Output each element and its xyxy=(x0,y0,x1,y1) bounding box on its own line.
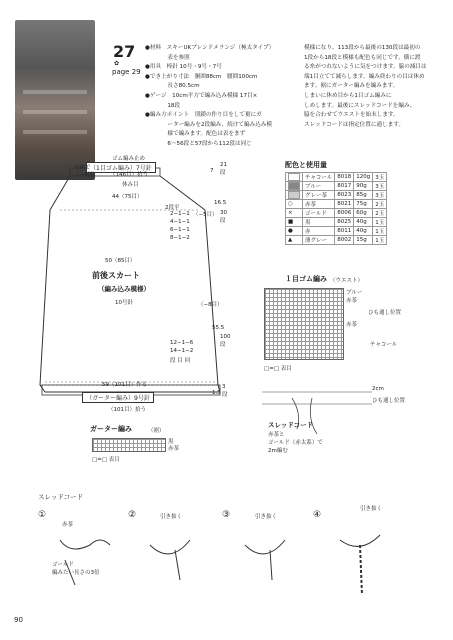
rib-c2b: 赤茶 xyxy=(346,322,358,328)
pattern-number: 27 xyxy=(113,42,136,61)
color-swatch xyxy=(288,173,300,181)
cord-title: スレッドコード xyxy=(268,421,314,429)
step-3-number: ③ xyxy=(222,510,231,520)
color-balls: 1玉 xyxy=(373,227,387,236)
color-balls: 3玉 xyxy=(373,182,387,191)
rib-cord-pos: ひも通し位置 xyxy=(368,310,402,316)
color-code: 8006 xyxy=(335,209,354,218)
h30-label: 30段 xyxy=(220,210,227,224)
rib-c3: チャコール xyxy=(370,342,398,348)
step1-red-brown: 赤茶 xyxy=(62,522,74,528)
instructions-line: 1段から18段と模様も配色も同じです。横に渡 xyxy=(304,54,421,61)
instructions-line: る糸がつれないように気をつけます。脇の減目は xyxy=(304,64,427,71)
dec-row3: 4−1−1 xyxy=(170,219,190,225)
color-weight: 85g xyxy=(354,191,373,200)
color-balls: 2玉 xyxy=(373,209,387,218)
materials-line: ●用具 棒針 10号・9号・7号 xyxy=(145,64,222,71)
dec4-label: （−4目） xyxy=(74,172,99,178)
garter-chart-grid xyxy=(92,438,166,452)
color-balls: 2玉 xyxy=(373,200,387,209)
color-weight: 40g xyxy=(354,218,373,227)
step-2-number: ② xyxy=(128,510,137,520)
color-table xyxy=(285,172,387,245)
thread-cord-steps xyxy=(40,515,440,600)
h21-label: 21段 xyxy=(220,162,227,176)
inc-row3: 段 目 回 xyxy=(170,358,190,364)
step3-pull: 引き抜く xyxy=(255,514,278,520)
color-swatch xyxy=(288,191,300,199)
h15-label: 1.5 xyxy=(212,390,221,396)
color-symbol xyxy=(286,191,303,200)
instructions-line: しまいに休め目から1目ゴム編みに xyxy=(304,92,392,99)
step-4-number: ④ xyxy=(313,510,322,520)
width50-label: 50（85目） xyxy=(105,258,136,264)
dec-row1: 2段平 xyxy=(165,205,180,211)
materials-line: ●編み方ポイント 別鎖の作り目をして裾にガ xyxy=(145,112,262,119)
cord-pos-label: ひも通し位置 xyxy=(372,398,406,404)
cord-spec1: 赤茶と xyxy=(268,432,285,438)
color-balls: 3玉 xyxy=(373,173,387,182)
garter-legend: □=□ 表目 xyxy=(92,457,120,463)
cord-spec2: ゴールド（赤太系）で xyxy=(268,440,323,446)
color-code: 8021 xyxy=(335,200,354,209)
color-code: 8018 xyxy=(335,173,354,182)
color-balls: 3玉 xyxy=(373,191,387,200)
color-code: 8011 xyxy=(335,227,354,236)
skirt-subtitle: （編み込み模様） xyxy=(98,285,150,293)
instructions-line: 模様になり、113段から最後の130段は最初の xyxy=(304,45,421,51)
step1-length: 編みたい長さの3倍 xyxy=(52,570,100,576)
color-name: ブルー xyxy=(303,182,335,191)
color-code: 8023 xyxy=(335,191,354,200)
waist-rib-label: （1目ゴム編み）7号針 xyxy=(86,162,156,173)
color-name: 黒 xyxy=(303,218,335,227)
color-symbol: ● xyxy=(286,227,303,236)
needle-label: 10号針 xyxy=(115,300,133,306)
h3-label: 3段 xyxy=(222,384,228,398)
h165-label: 16.5 xyxy=(214,200,227,206)
color-balls: 1玉 xyxy=(373,236,387,245)
rib-chart-grid xyxy=(264,288,344,360)
color-code: 8017 xyxy=(335,182,354,191)
rib-legend: □=□ 表目 xyxy=(264,366,292,372)
rib-chart-note: （ウエスト） xyxy=(330,278,364,284)
rib-c1: ブルー xyxy=(346,290,363,296)
color-code: 8025 xyxy=(335,218,354,227)
inc-row1: 12−1−6 xyxy=(170,340,194,346)
color-name: 赤 xyxy=(303,227,335,236)
color-name: チャコール xyxy=(303,173,335,182)
garter-chart-note: （裾） xyxy=(148,428,165,434)
garter-c1: 黒 xyxy=(168,439,174,445)
color-balls: 1玉 xyxy=(373,218,387,227)
thread-cord-title: スレッドコード xyxy=(38,493,84,501)
garter-c2: 赤茶 xyxy=(168,446,180,452)
instructions-line: 端1目立てて減らします。編み終わりの目は休め xyxy=(304,73,425,80)
color-name: 薄グレー xyxy=(303,236,335,245)
materials-line: ーター編みを2段編み、続けて編み込み模 xyxy=(145,121,272,128)
color-name: 赤茶 xyxy=(303,200,335,209)
materials-line: 表を参照 xyxy=(145,54,190,61)
color-symbol xyxy=(286,182,303,191)
materials-line: 18段 xyxy=(145,102,181,109)
instructions-line: 脇を合わせてウエストを始末します。 xyxy=(304,112,399,119)
step-1-number: ① xyxy=(38,510,47,520)
h555-label: 55.5 xyxy=(212,325,225,331)
materials-line: ●ゲージ 10cm平方で編み込み模様 17目× xyxy=(145,92,258,99)
dec-row4: 6−1−1 xyxy=(170,227,190,233)
color-row xyxy=(286,182,387,191)
materials-line: 6〜56段と57段から112段は同じ xyxy=(145,140,252,147)
decor-icon: ✿ xyxy=(114,60,120,67)
color-row xyxy=(286,236,387,245)
dec8-label: （−8目） xyxy=(198,302,223,308)
materials-line: ●材料 スキーUKブレンドメランジ（極太タイプ） xyxy=(145,45,275,51)
materials-line: ●でき上がり寸法 胴囲88cm 腰囲100cm xyxy=(145,73,258,80)
step1-gold: ゴールド xyxy=(52,562,74,568)
cord-spec3: 2m編む xyxy=(268,448,288,454)
color-row xyxy=(286,227,387,236)
instructions-line: しめします。最後にスレッドコードを編み、 xyxy=(304,102,416,109)
page-ref: page 29 xyxy=(112,68,141,76)
page-number: 90 xyxy=(14,616,23,624)
color-symbol: × xyxy=(286,209,303,218)
waist-full-label: 全体で xyxy=(74,165,91,171)
rib-chart-title: １目ゴム編み xyxy=(285,275,327,283)
inc-row2: 14−1−2 xyxy=(170,348,194,354)
color-swatch xyxy=(288,182,300,190)
rest-label: 休み目 xyxy=(122,182,139,188)
cord-h2cm: 2cm xyxy=(372,386,384,392)
materials-text xyxy=(145,44,293,150)
sts101-label: （101目）拾う xyxy=(108,407,146,413)
color-name: ゴールド xyxy=(303,209,335,218)
instructions-line: スレッドコードは指定位置に通します。 xyxy=(304,121,404,128)
color-symbol: ■ xyxy=(286,218,303,227)
materials-line: 様で編みます。配色は表をまず xyxy=(145,131,246,138)
garter-label: （ガーター編み）9号針 xyxy=(82,392,154,403)
color-row xyxy=(286,209,387,218)
color-weight: 75g xyxy=(354,200,373,209)
width44-label: 44（75目） xyxy=(112,194,143,200)
dec-row2: 2−1−1 xyxy=(170,211,190,217)
garter-chart-title: ガーター編み xyxy=(90,425,132,433)
color-symbol: ○ xyxy=(286,200,303,209)
color-weight: 15g xyxy=(354,236,373,245)
h7-label: 7 xyxy=(210,168,214,174)
step4-pull: 引き抜く xyxy=(360,506,383,512)
color-name: グレー茶 xyxy=(303,191,335,200)
step2-pull: 引き抜く xyxy=(160,514,183,520)
color-weight: 120g xyxy=(354,173,373,182)
color-weight: 60g xyxy=(354,209,373,218)
instructions-line: ます。裾にガーター編みを編みます。 xyxy=(304,83,399,90)
dec-row5: 8−1−2 xyxy=(170,235,190,241)
skirt-title: 前後スカート xyxy=(92,271,140,280)
color-row xyxy=(286,173,387,182)
rib-c2: 赤茶 xyxy=(346,298,358,304)
color-symbol: ▲ xyxy=(286,236,303,245)
color-row xyxy=(286,191,387,200)
cast-on-label: 59（101目）作る xyxy=(102,382,147,388)
color-row xyxy=(286,218,387,227)
dec5-label: （−5目） xyxy=(193,212,218,218)
color-symbol xyxy=(286,173,303,182)
rib-end-label: ゴム編み止め xyxy=(112,156,146,162)
materials-line: 長さ80.5cm xyxy=(145,83,200,90)
colors-title: 配色と使用量 xyxy=(285,161,327,169)
color-code: 8002 xyxy=(335,236,354,245)
color-weight: 40g xyxy=(354,227,373,236)
instructions-text xyxy=(304,44,446,130)
sts146-label: （146目）拾う xyxy=(110,172,148,178)
color-row xyxy=(286,200,387,209)
h100-label: 100段 xyxy=(220,334,231,348)
color-weight: 90g xyxy=(354,182,373,191)
